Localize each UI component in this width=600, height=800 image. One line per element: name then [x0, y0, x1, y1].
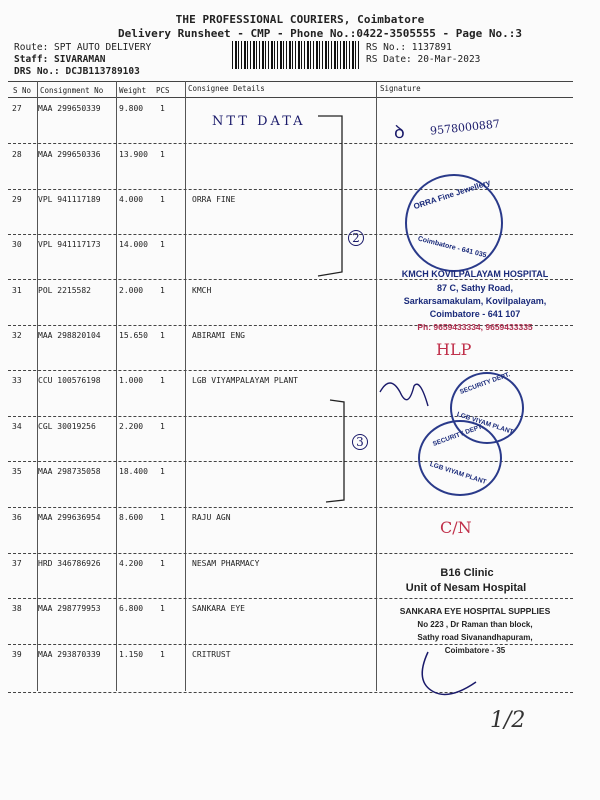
row-pcs: 1 — [160, 650, 165, 659]
row-weight: 4.000 — [119, 195, 144, 204]
drs-number: DRS No.: DCJB113789103 — [14, 66, 140, 77]
row-consignment: CCU 100576198 — [38, 376, 101, 385]
row-consignment: MAA 299636954 — [38, 513, 101, 522]
lgb-stamp-second-bottom: LGB VIYAM PLANT — [428, 461, 488, 486]
row-sno: 27 — [12, 104, 22, 113]
row-pcs: 1 — [160, 150, 165, 159]
lgb-stamp-bottom: LGB VIYAM PLANT — [455, 411, 515, 436]
row-consignment: MAA 298820104 — [38, 331, 101, 340]
nesam-stamp-line1: B16 Clinic — [440, 567, 494, 579]
orra-stamp-line2: Coimbatore - 641 035 — [416, 235, 488, 260]
row-weight: 1.150 — [119, 650, 144, 659]
lgb-stamp-second-top: SECURITY DEPT. — [431, 423, 485, 448]
row-details: SANKARA EYE — [192, 604, 245, 613]
handwritten-bottom-mark: 1/2 — [490, 708, 526, 733]
row-details: CRITRUST — [192, 650, 231, 659]
runsheet-title: THE PROFESSIONAL COURIERS, Coimbatore — [175, 13, 425, 26]
handwritten-count-3: 3 — [352, 434, 368, 450]
row-consignment: HRD 346786926 — [38, 559, 101, 568]
row-consignment: MAA 299650339 — [38, 104, 101, 113]
col-signature: Signature — [380, 84, 421, 93]
lgb-stamp-top: SECURITY DEPT. — [458, 371, 512, 396]
row-consignment: MAA 293870339 — [38, 650, 101, 659]
sankara-stamp-addr2: Sathy road Sivanandhapuram, — [417, 633, 533, 642]
row-weight: 13.900 — [119, 150, 148, 159]
row-details: NESAM PHARMACY — [192, 559, 260, 568]
row-weight: 2.200 — [119, 422, 144, 431]
row-consignment: MAA 299650336 — [38, 150, 101, 159]
col-sno: S No — [13, 86, 32, 95]
sankara-stamp-addr1: No 223 , Dr Raman than block, — [417, 620, 533, 629]
col-pcs: PCS — [156, 86, 170, 95]
kmch-stamp-addr3: Coimbatore - 641 107 — [429, 309, 521, 319]
row-weight: 14.000 — [119, 240, 148, 249]
col-details: Consignee Details — [188, 84, 265, 93]
row-sno: 36 — [12, 513, 22, 522]
kmch-stamp-addr2: Sarkarsamakulam, Kovilpalayam, — [403, 296, 547, 306]
orra-stamp-line1: ORRA Fine Jewellery — [412, 177, 492, 212]
row-pcs: 1 — [160, 331, 165, 340]
row-weight: 15.650 — [119, 331, 148, 340]
handwritten-ntt-data: NTT DATA — [212, 114, 306, 129]
col-weight: Weight — [119, 86, 147, 95]
row-sno: 34 — [12, 422, 22, 431]
row-details: ABIRAMI ENG — [192, 331, 245, 340]
row-pcs: 1 — [160, 104, 165, 113]
row-details: ORRA FINE — [192, 195, 236, 204]
row-sno: 29 — [12, 195, 22, 204]
handwritten-initials: ꝺ — [394, 122, 405, 143]
row-pcs: 1 — [160, 286, 165, 295]
row-sno: 37 — [12, 559, 22, 568]
row-details: KMCH — [192, 286, 212, 295]
row-weight: 4.200 — [119, 559, 144, 568]
row-pcs: 1 — [160, 559, 165, 568]
row-weight: 2.000 — [119, 286, 144, 295]
handwritten-phone: 9578000887 — [429, 117, 501, 138]
row-consignment: VPL 941117173 — [38, 240, 101, 249]
row-consignment: MAA 298735058 — [38, 467, 101, 476]
row-sno: 39 — [12, 650, 22, 659]
handwritten-hlp: HLP — [436, 340, 472, 359]
handwritten-cn: C/N — [440, 518, 472, 537]
row-consignment: POL 2215582 — [38, 286, 91, 295]
row-consignment: MAA 298779953 — [38, 604, 101, 613]
staff-label: Staff: SIVARAMAN — [14, 54, 106, 65]
rs-number: RS No.: 1137891 — [366, 42, 452, 53]
sankara-stamp-name: SANKARA EYE HOSPITAL SUPPLIES — [399, 606, 551, 616]
row-details: LGB VIYAMPALAYAM PLANT — [192, 376, 298, 385]
sankara-stamp-addr3: Coimbatore - 35 — [444, 646, 506, 655]
row-details: RAJU AGN — [192, 513, 231, 522]
row-sno: 35 — [12, 467, 22, 476]
kmch-stamp-name: KMCH KOVILPALAYAM HOSPITAL — [401, 269, 549, 279]
row-sno: 31 — [12, 286, 22, 295]
row-pcs: 1 — [160, 195, 165, 204]
row-weight: 18.400 — [119, 467, 148, 476]
col-consignment: Consignment No — [40, 86, 104, 95]
row-sno: 32 — [12, 331, 22, 340]
row-weight: 8.600 — [119, 513, 144, 522]
row-weight: 1.000 — [119, 376, 144, 385]
kmch-stamp-addr1: 87 C, Sathy Road, — [436, 283, 514, 293]
row-pcs: 1 — [160, 422, 165, 431]
row-pcs: 1 — [160, 467, 165, 476]
row-weight: 9.800 — [119, 104, 144, 113]
row-sno: 33 — [12, 376, 22, 385]
row-pcs: 1 — [160, 604, 165, 613]
row-sno: 30 — [12, 240, 22, 249]
route-label: Route: SPT AUTO DELIVERY — [14, 42, 152, 53]
row-consignment: VPL 941117189 — [38, 195, 101, 204]
runsheet-subtitle: Delivery Runsheet - CMP - Phone No.:0422-3505555 - Page No.:3 — [118, 27, 522, 40]
row-pcs: 1 — [160, 376, 165, 385]
row-pcs: 1 — [160, 240, 165, 249]
row-weight: 6.800 — [119, 604, 144, 613]
row-consignment: CGL 30019256 — [38, 422, 96, 431]
handwritten-count-2: 2 — [348, 230, 364, 246]
row-sno: 38 — [12, 604, 22, 613]
nesam-stamp-line2: Unit of Nesam Hospital — [405, 582, 527, 594]
row-pcs: 1 — [160, 513, 165, 522]
rs-date: RS Date: 20-Mar-2023 — [366, 54, 481, 65]
row-sno: 28 — [12, 150, 22, 159]
kmch-stamp-phone: Ph: 9659433334, 9659433335 — [417, 322, 533, 332]
